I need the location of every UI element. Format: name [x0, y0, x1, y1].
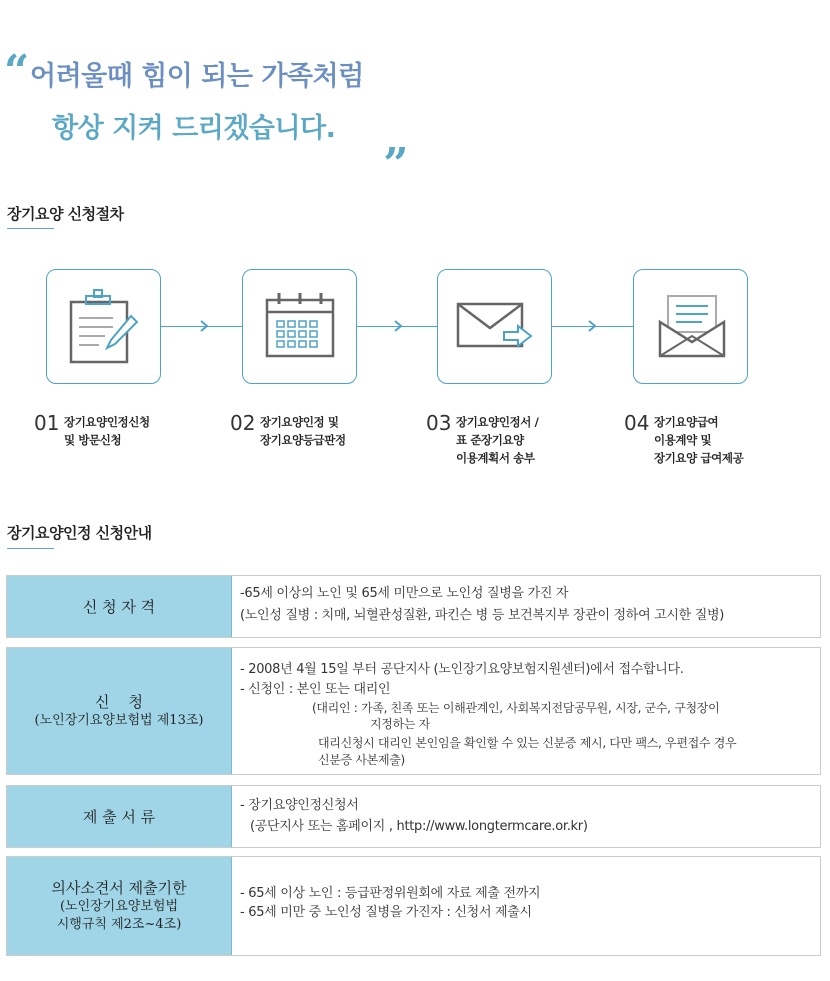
clipboard-icon	[47, 270, 162, 385]
chevron-right-icon	[587, 320, 597, 332]
procedure-section-title: 장기요양 신청절차	[7, 205, 124, 223]
slogan-banner	[0, 44, 830, 165]
letter-envelope-icon	[634, 270, 749, 385]
calendar-icon	[243, 270, 358, 385]
info-row-eligibility: 신 청 자 격 -65세 이상의 노인 및 65세 미만으로 노인성 질병을 가진 자 (노인성 질병 : 치매, 뇌혈관성질환, 파킨슨 병 등 보건복지부 장관이 정하여 고시한 질병)	[6, 575, 821, 638]
step-label-1: 장기요양인정신청 및 방문신청	[64, 415, 150, 447]
step-label-2: 장기요양인정 및 장기요양등급판정	[260, 415, 346, 447]
guide-section-title: 장기요양인정 신청안내	[7, 524, 152, 542]
step-box-3	[437, 269, 552, 384]
chevron-right-icon	[393, 320, 403, 332]
step-label-3: 장기요양인정서 / 표 준장기요양 이용계획서 송부	[456, 415, 539, 465]
step-number-3: 03	[426, 411, 452, 435]
procedure-title-underline	[7, 228, 54, 229]
close-quote-mark: „	[384, 114, 410, 165]
step-box-4	[633, 269, 748, 384]
step-box-1	[46, 269, 161, 384]
step-number-4: 04	[624, 411, 650, 435]
open-quote-mark: “	[4, 46, 30, 97]
slogan-line-2: 항상 지켜 드리겠습니다.	[52, 113, 336, 144]
info-row-doctor-opinion: 의사소견서 제출기한 (노인장기요양보험법 시행규칙 제2조~4조) - 65세 이상 노인 : 등급판정위원회에 자료 제출 전까지 - 65세 미만 중 노인성 질병을 가진자 : 신청서 제출시	[6, 856, 821, 956]
mail-send-icon	[438, 270, 553, 385]
eligibility-header: 신 청 자 격	[7, 576, 232, 637]
step-label-4: 장기요양급여 이용계약 및 장기요양 급여제공	[654, 415, 744, 465]
step-number-1: 01	[34, 411, 60, 435]
info-row-documents: 제 출 서 류 - 장기요양인정신청서 (공단지사 또는 홈페이지 , http://www.longtermcare.or.kr)	[6, 785, 821, 848]
step-number-2: 02	[230, 411, 256, 435]
doctor-opinion-header: 의사소견서 제출기한 (노인장기요양보험법 시행규칙 제2조~4조)	[7, 857, 232, 955]
slogan-line-1: 어려울때 힘이 되는 가족처럼	[30, 61, 364, 92]
chevron-right-icon	[199, 320, 209, 332]
guide-title-underline	[7, 548, 54, 549]
info-row-application: 신 청 (노인장기요양보험법 제13조) - 2008년 4월 15일 부터 공단지사 (노인장기요양보험지원센터)에서 접수합니다. - 신청인 : 본인 또는 대리인 (대리인 : 가족, 친족 또는 이해관계인, 사회복지전담공무원, 시장, 군수, 구청장이 지정하는 자 대리신청시 대리인 본인임을 확인할 수 있는 신분증 제시, 다만 팩스, 우편접수 경우 신분증 사본제출)	[6, 647, 821, 775]
documents-header: 제 출 서 류	[7, 786, 232, 847]
step-box-2	[242, 269, 357, 384]
application-header: 신 청 (노인장기요양보험법 제13조)	[7, 648, 232, 774]
